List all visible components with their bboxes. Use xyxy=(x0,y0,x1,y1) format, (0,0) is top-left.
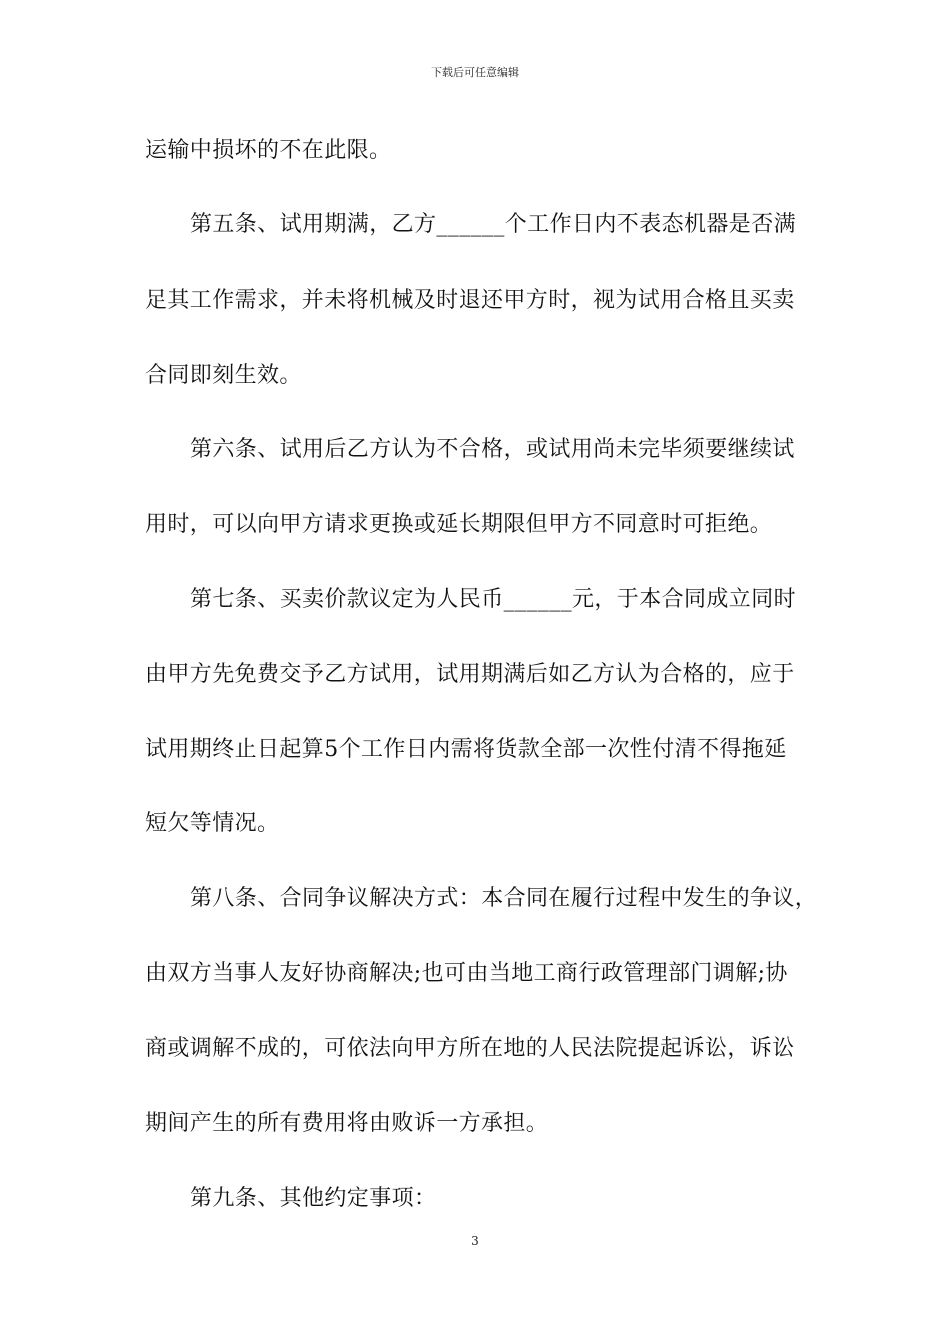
text-line: 第九条、其他约定事项： xyxy=(190,1186,437,1211)
text-line: 运输中损坏的不在此限。 xyxy=(145,138,392,163)
text-line: 短欠等情况。 xyxy=(145,811,280,836)
text-line: 第七条、买卖价款议定为人民币______元，于本合同成立同时 xyxy=(190,587,797,612)
text-line: 第八条、合同争议解决方式：本合同在履行过程中发生的争议， xyxy=(190,886,818,911)
text-line: 试用期终止日起算5个工作日内需将货款全部一次性付清不得拖延 xyxy=(145,737,787,762)
text-line: 第五条、试用期满，乙方______个工作日内不表态机器是否满 xyxy=(190,212,797,237)
text-line: 由甲方先免费交予乙方试用，试用期满后如乙方认为合格的，应于 xyxy=(145,662,795,687)
text-line: 由双方当事人友好协商解决;也可由当地工商行政管理部门调解;协 xyxy=(145,961,788,986)
text-line: 合同即刻生效。 xyxy=(145,363,302,388)
text-line: 期间产生的所有费用将由败诉一方承担。 xyxy=(145,1111,549,1136)
text-line: 第六条、试用后乙方认为不合格，或试用尚未完毕须要继续试 xyxy=(190,437,795,462)
page-number: 3 xyxy=(471,1234,479,1248)
page-header: 下载后可任意编辑 xyxy=(431,66,519,79)
text-line: 商或调解不成的，可依法向甲方所在地的人民法院提起诉讼，诉讼 xyxy=(145,1036,795,1061)
text-line: 用时，可以向甲方请求更换或延长期限但甲方不同意时可拒绝。 xyxy=(145,512,773,537)
text-line: 足其工作需求，并未将机械及时退还甲方时，视为试用合格且买卖 xyxy=(145,288,795,313)
